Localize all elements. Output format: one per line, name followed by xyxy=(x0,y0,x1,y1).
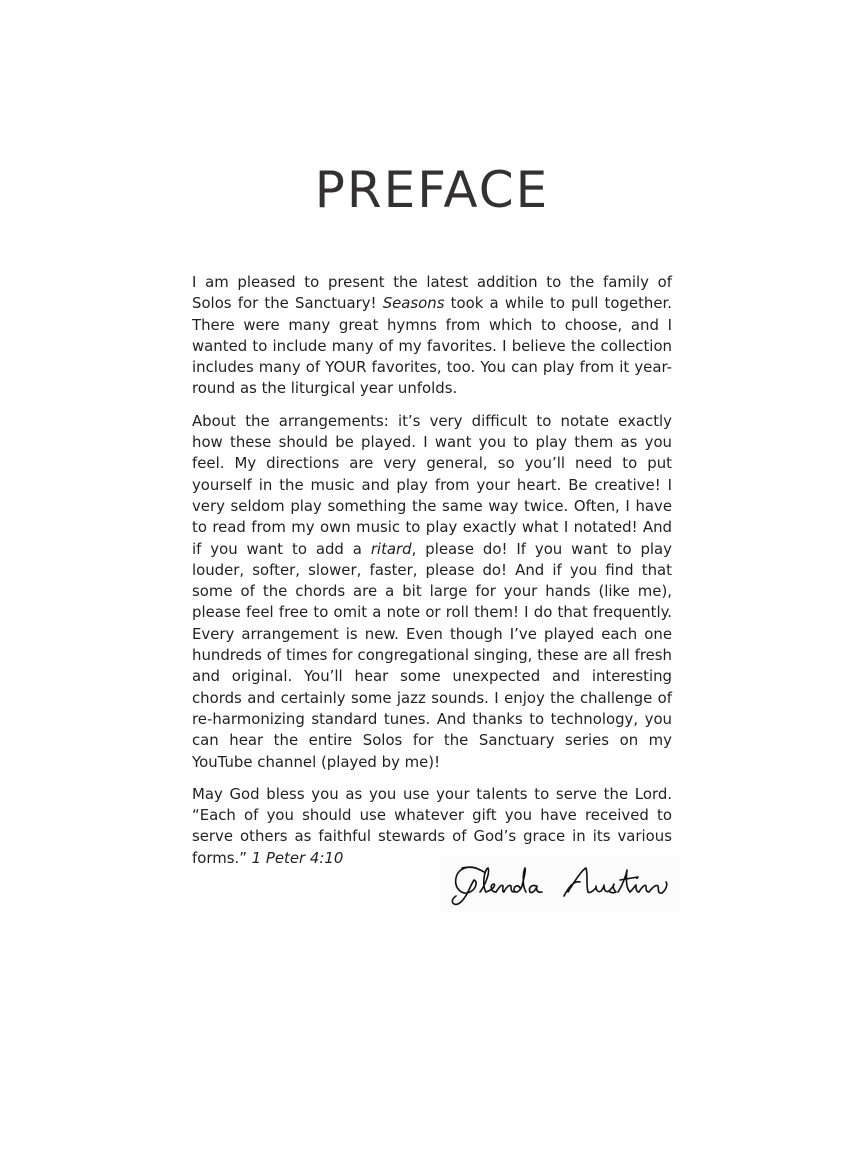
signature-image xyxy=(440,856,680,912)
page-title: PREFACE xyxy=(314,161,550,219)
preface-body xyxy=(192,272,672,880)
text-run: About the arrangements: it’s very difficult to notate exactly how these should be played. I want you to play them as you feel. My directions are very general, so you’ll need to put yourself in the music and play from your heart. Be creative! I very seldom play something the same way twice. Often, I have to read from my own music to play exactly what I notated! And if you want to add a xyxy=(192,411,672,558)
scripture-reference: 1 Peter 4:10 xyxy=(251,848,344,867)
text-run: , please do! If you want to play louder, softer, slower, faster, please do! And if you find that some of the chords are a bit large for your hands (like me), please feel free to omit a note or roll them! I do that frequently. Every arrangement is new. Even though I’ve played each one hundreds of times for congregational singing, these are all fresh and original. You’ll hear some unexpected and interesting chords and certainly some jazz sounds. I enjoy the challenge of re-harmonizing standard tunes. And thanks to technology, you can hear the entire Solos for the Sanctuary series on my YouTube channel (played by me)! xyxy=(192,539,672,771)
ritard-italic: ritard xyxy=(370,539,412,558)
text-run: took a while to pull together. There were many great hymns from which to choose, and I wanted to include many of my favorites. I believe the collection includes many of YOUR favorites, too. You can play from it year-round as the liturgical year unfolds. xyxy=(192,294,673,398)
book-title-italic: Seasons xyxy=(382,294,445,313)
paragraph-intro xyxy=(192,272,672,400)
text-run: I am pleased to present the latest addition to the family of Solos for the Sanctuary! xyxy=(192,273,672,313)
signature-drawing xyxy=(440,856,680,912)
paragraph-arrangements xyxy=(192,411,672,773)
text-run: May God bless you as you use your talents to serve the Lord. “Each of you should use whatever gift you have received to serve others as faithful stewards of God’s grace in its various forms.” xyxy=(192,784,672,867)
